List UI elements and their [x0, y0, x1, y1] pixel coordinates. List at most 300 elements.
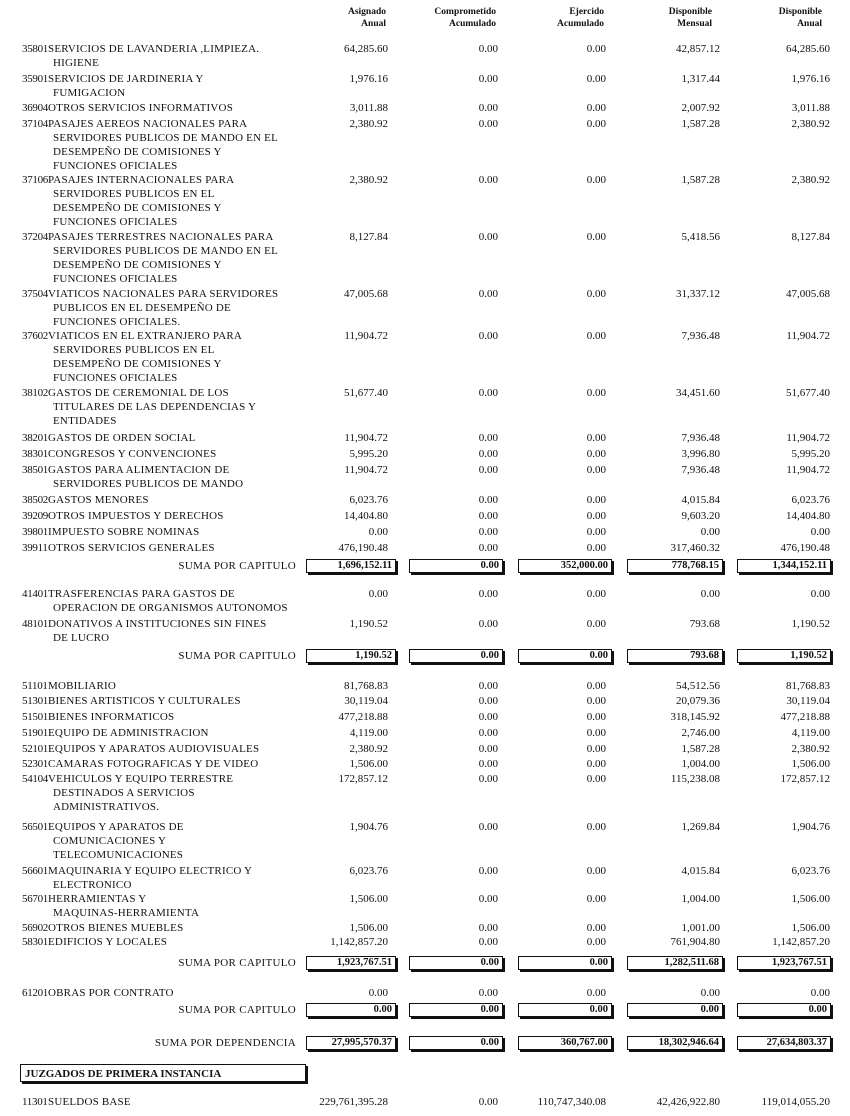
comprometido-value: 0.00 — [478, 743, 498, 755]
account-code: 51501 — [22, 711, 49, 723]
sum-total-box: 27,634,803.37 — [737, 1036, 831, 1050]
account-description — [48, 101, 308, 115]
description-line: SERVIDORES PUBLICOS DE MANDO EN EL — [53, 245, 279, 257]
description-line: FUMIGACION — [53, 87, 126, 99]
account-code: 38201 — [22, 432, 49, 444]
disponible-mensual-value: 0.00 — [700, 526, 720, 538]
description-line: ENTIDADES — [53, 415, 117, 427]
header-line: Comprometido — [434, 7, 496, 17]
account-code: 56601 — [22, 865, 49, 877]
disponible-anual-value: 477,218.88 — [780, 711, 830, 723]
comprometido-value: 0.00 — [478, 865, 498, 877]
ejercido-value: 0.00 — [586, 542, 606, 554]
disponible-anual-value: 1,904.76 — [791, 821, 830, 833]
account-description — [48, 173, 308, 229]
account-description — [48, 463, 308, 491]
account-description — [48, 726, 308, 740]
comprometido-value: 0.00 — [478, 73, 498, 85]
account-code: 56501 — [22, 821, 49, 833]
disponible-mensual-value: 793.68 — [689, 618, 720, 630]
ejercido-value: 0.00 — [586, 288, 606, 300]
disponible-anual-value: 11,904.72 — [786, 464, 830, 476]
comprometido-value: 0.00 — [478, 118, 498, 130]
section-title: JUZGADOS DE PRIMERA INSTANCIA — [20, 1064, 306, 1082]
comprometido-value: 0.00 — [478, 680, 498, 692]
sum-total-box: 0.00 — [518, 956, 612, 970]
comprometido-value: 0.00 — [478, 936, 498, 948]
account-code: 52101 — [22, 743, 49, 755]
description-line: EQUIPOS Y APARATOS AUDIOVISUALES — [48, 743, 260, 755]
asignado-value: 11,904.72 — [344, 330, 388, 342]
asignado-value: 1,904.76 — [349, 821, 388, 833]
ejercido-value: 0.00 — [586, 330, 606, 342]
ejercido-value: 0.00 — [586, 758, 606, 770]
account-code: 52301 — [22, 758, 49, 770]
comprometido-value: 0.00 — [478, 526, 498, 538]
account-description — [48, 892, 308, 920]
sum-total-box: 778,768.15 — [627, 559, 723, 573]
ejercido-value: 0.00 — [586, 893, 606, 905]
account-description — [48, 587, 308, 615]
sum-total-box: 18,302,946.64 — [627, 1036, 723, 1050]
comprometido-value: 0.00 — [478, 510, 498, 522]
sum-total-box: 0.00 — [737, 1003, 831, 1017]
disponible-mensual-value: 115,238.08 — [670, 773, 720, 785]
ejercido-value: 0.00 — [586, 987, 606, 999]
ejercido-value: 0.00 — [586, 743, 606, 755]
asignado-value: 2,380.92 — [349, 118, 388, 130]
account-code: 38301 — [22, 448, 49, 460]
disponible-anual-value: 3,011.88 — [791, 102, 830, 114]
asignado-value: 229,761,395.28 — [319, 1096, 388, 1108]
disponible-mensual-value: 317,460.32 — [670, 542, 720, 554]
description-line: VEHICULOS Y EQUIPO TERRESTRE — [48, 773, 234, 785]
disponible-mensual-value: 1,587.28 — [681, 118, 720, 130]
description-line: SUELDOS BASE — [48, 1096, 131, 1108]
comprometido-value: 0.00 — [478, 102, 498, 114]
disponible-anual-value: 1,506.00 — [791, 758, 830, 770]
account-code: 39911 — [22, 542, 48, 554]
disponible-mensual-value: 1,587.28 — [681, 174, 720, 186]
account-description — [48, 694, 308, 708]
account-description — [48, 679, 308, 693]
comprometido-value: 0.00 — [478, 821, 498, 833]
disponible-mensual-value: 31,337.12 — [676, 288, 720, 300]
account-code: 37204 — [22, 231, 49, 243]
description-line: SERVIDORES PUBLICOS DE MANDO — [53, 478, 244, 490]
disponible-anual-value: 81,768.83 — [786, 680, 830, 692]
account-description — [48, 541, 308, 555]
asignado-value: 476,190.48 — [338, 542, 388, 554]
description-line: PUBLICOS EN EL DESEMPEÑO DE — [53, 302, 231, 314]
ejercido-value: 0.00 — [586, 387, 606, 399]
disponible-mensual-value: 20,079.36 — [676, 695, 720, 707]
account-code: 54104 — [22, 773, 49, 785]
disponible-anual-value: 2,380.92 — [791, 743, 830, 755]
description-line: TRASFERENCIAS PARA GASTOS DE — [48, 588, 235, 600]
comprometido-value: 0.00 — [478, 542, 498, 554]
account-description — [48, 287, 308, 329]
account-code: 61201 — [22, 987, 49, 999]
disponible-mensual-value: 4,015.84 — [681, 865, 720, 877]
comprometido-value: 0.00 — [478, 773, 498, 785]
ejercido-value: 0.00 — [586, 922, 606, 934]
disponible-mensual-value: 1,269.84 — [681, 821, 720, 833]
ejercido-value: 0.00 — [586, 73, 606, 85]
asignado-value: 51,677.40 — [344, 387, 388, 399]
sum-total-box: 1,696,152.11 — [306, 559, 396, 573]
asignado-value: 477,218.88 — [338, 711, 388, 723]
description-line: OTROS BIENES MUEBLES — [48, 922, 184, 934]
description-line: DONATIVOS A INSTITUCIONES SIN FINES — [48, 618, 267, 630]
description-line: OTROS SERVICIOS INFORMATIVOS — [48, 102, 234, 114]
header-line: Acumulado — [449, 19, 496, 29]
description-line: OBRAS POR CONTRATO — [48, 987, 174, 999]
account-description — [48, 820, 308, 862]
description-line: COMUNICACIONES Y — [53, 835, 167, 847]
asignado-value: 47,005.68 — [344, 288, 388, 300]
account-code: 56701 — [22, 893, 49, 905]
description-line: SERVICIOS DE LAVANDERIA ,LIMPIEZA. — [48, 43, 260, 55]
sum-total-box: 0.00 — [306, 1003, 396, 1017]
comprometido-value: 0.00 — [478, 387, 498, 399]
ejercido-value: 0.00 — [586, 936, 606, 948]
disponible-mensual-value: 7,936.48 — [681, 464, 720, 476]
asignado-value: 8,127.84 — [349, 231, 388, 243]
disponible-mensual-value: 2,007.92 — [681, 102, 720, 114]
account-description — [48, 230, 308, 286]
description-line: VIATICOS EN EL EXTRANJERO PARA — [48, 330, 243, 342]
account-code: 39209 — [22, 510, 49, 522]
account-description — [48, 710, 308, 724]
disponible-mensual-value: 7,936.48 — [681, 330, 720, 342]
disponible-anual-value: 119,014,055.20 — [761, 1096, 830, 1108]
ejercido-value: 0.00 — [586, 821, 606, 833]
disponible-anual-value: 8,127.84 — [791, 231, 830, 243]
header-line: Acumulado — [557, 19, 604, 29]
sum-total-box: 0.00 — [409, 1036, 503, 1050]
header-line: Mensual — [677, 19, 712, 29]
account-description — [48, 117, 308, 173]
description-line: PASAJES INTERNACIONALES PARA — [48, 174, 235, 186]
header-line: Ejercido — [569, 7, 604, 17]
description-line: OTROS SERVICIOS GENERALES — [48, 542, 215, 554]
sum-total-box: 1,923,767.51 — [737, 956, 831, 970]
comprometido-value: 0.00 — [478, 448, 498, 460]
ejercido-value: 0.00 — [586, 711, 606, 723]
disponible-anual-value: 1,976.16 — [791, 73, 830, 85]
ejercido-value: 0.00 — [586, 231, 606, 243]
description-line: FUNCIONES OFICIALES — [53, 273, 178, 285]
account-code: 41401 — [22, 588, 49, 600]
description-line: SERVIDORES PUBLICOS EN EL — [53, 188, 215, 200]
disponible-anual-value: 2,380.92 — [791, 118, 830, 130]
disponible-anual-value: 6,023.76 — [791, 494, 830, 506]
sum-total-box: 1,344,152.11 — [737, 559, 831, 573]
description-line: CAMARAS FOTOGRAFICAS Y DE VIDEO — [48, 758, 259, 770]
disponible-anual-value: 11,904.72 — [786, 330, 830, 342]
disponible-mensual-value: 5,418.56 — [681, 231, 720, 243]
asignado-value: 1,142,857.20 — [330, 936, 388, 948]
disponible-mensual-value: 4,015.84 — [681, 494, 720, 506]
sum-total-box: 0.00 — [518, 1003, 612, 1017]
account-description — [48, 431, 308, 445]
description-line: EDIFICIOS Y LOCALES — [48, 936, 168, 948]
header-comprometido — [404, 6, 496, 30]
description-line: VIATICOS NACIONALES PARA SERVIDORES — [48, 288, 279, 300]
disponible-mensual-value: 0.00 — [700, 987, 720, 999]
comprometido-value: 0.00 — [478, 330, 498, 342]
comprometido-value: 0.00 — [478, 174, 498, 186]
sum-label: SUMA POR CAPITULO — [178, 957, 296, 969]
account-code: 38502 — [22, 494, 49, 506]
account-code: 56902 — [22, 922, 49, 934]
sum-total-box: 0.00 — [409, 649, 503, 663]
account-description — [48, 986, 308, 1000]
account-code: 37602 — [22, 330, 49, 342]
comprometido-value: 0.00 — [478, 464, 498, 476]
ejercido-value: 0.00 — [586, 448, 606, 460]
comprometido-value: 0.00 — [478, 288, 498, 300]
description-line: DESEMPEÑO DE COMISIONES Y — [53, 259, 222, 271]
asignado-value: 2,380.92 — [349, 174, 388, 186]
asignado-value: 6,023.76 — [349, 494, 388, 506]
ejercido-value: 0.00 — [586, 494, 606, 506]
asignado-value: 14,404.80 — [344, 510, 388, 522]
asignado-value: 30,119.04 — [344, 695, 388, 707]
ejercido-value: 0.00 — [586, 118, 606, 130]
sum-total-box: 360,767.00 — [518, 1036, 612, 1050]
description-line: PASAJES TERRESTRES NACIONALES PARA — [48, 231, 274, 243]
comprometido-value: 0.00 — [478, 494, 498, 506]
sum-label: SUMA POR CAPITULO — [178, 560, 296, 572]
disponible-anual-value: 6,023.76 — [791, 865, 830, 877]
sum-total-box: 1,923,767.51 — [306, 956, 396, 970]
sum-label: SUMA POR DEPENDENCIA — [154, 1037, 296, 1049]
disponible-mensual-value: 1,587.28 — [681, 743, 720, 755]
account-description — [48, 386, 308, 428]
asignado-value: 64,285.60 — [344, 43, 388, 55]
sum-label: SUMA POR CAPITULO — [178, 650, 296, 662]
asignado-value: 6,023.76 — [349, 865, 388, 877]
account-code: 36904 — [22, 102, 49, 114]
disponible-anual-value: 30,119.04 — [786, 695, 830, 707]
disponible-mensual-value: 7,936.48 — [681, 432, 720, 444]
disponible-mensual-value: 318,145.92 — [670, 711, 720, 723]
asignado-value: 0.00 — [368, 987, 388, 999]
asignado-value: 172,857.12 — [338, 773, 388, 785]
disponible-anual-value: 4,119.00 — [791, 727, 830, 739]
disponible-mensual-value: 34,451.60 — [676, 387, 720, 399]
description-line: IMPUESTO SOBRE NOMINAS — [48, 526, 200, 538]
disponible-anual-value: 0.00 — [810, 526, 830, 538]
account-description — [48, 757, 308, 771]
disponible-mensual-value: 1,004.00 — [681, 758, 720, 770]
disponible-anual-value: 5,995.20 — [791, 448, 830, 460]
ejercido-value: 0.00 — [586, 773, 606, 785]
account-code: 11301 — [22, 1096, 48, 1108]
comprometido-value: 0.00 — [478, 987, 498, 999]
description-line: DE LUCRO — [53, 632, 110, 644]
description-line: OTROS IMPUESTOS Y DERECHOS — [48, 510, 224, 522]
account-description — [48, 493, 308, 507]
description-line: ADMINISTRATIVOS. — [53, 801, 160, 813]
ejercido-value: 0.00 — [586, 680, 606, 692]
disponible-mensual-value: 1,317.44 — [681, 73, 720, 85]
comprometido-value: 0.00 — [478, 727, 498, 739]
description-line: HIGIENE — [53, 57, 99, 69]
asignado-value: 1,506.00 — [349, 893, 388, 905]
sum-total-box: 0.00 — [409, 1003, 503, 1017]
account-description — [48, 329, 308, 385]
disponible-anual-value: 0.00 — [810, 588, 830, 600]
description-line: GASTOS PARA ALIMENTACION DE — [48, 464, 230, 476]
description-line: EQUIPOS Y APARATOS DE — [48, 821, 184, 833]
account-description — [48, 42, 308, 70]
account-description — [48, 525, 308, 539]
ejercido-value: 0.00 — [586, 43, 606, 55]
disponible-anual-value: 11,904.72 — [786, 432, 830, 444]
header-line: Asignado — [347, 7, 386, 17]
asignado-value: 1,506.00 — [349, 758, 388, 770]
account-code: 37106 — [22, 174, 49, 186]
sum-label: SUMA POR CAPITULO — [178, 1004, 296, 1016]
description-line: EQUIPO DE ADMINISTRACION — [48, 727, 209, 739]
description-line: FUNCIONES OFICIALES — [53, 160, 178, 172]
disponible-mensual-value: 761,904.80 — [670, 936, 720, 948]
description-line: DESEMPEÑO DE COMISIONES Y — [53, 146, 222, 158]
ejercido-value: 0.00 — [586, 695, 606, 707]
disponible-mensual-value: 1,004.00 — [681, 893, 720, 905]
sum-total-box: 352,000.00 — [518, 559, 612, 573]
description-line: GASTOS DE CEREMONIAL DE LOS — [48, 387, 229, 399]
asignado-value: 11,904.72 — [344, 432, 388, 444]
account-code: 38501 — [22, 464, 49, 476]
sum-total-box: 0.00 — [627, 1003, 723, 1017]
account-code: 35801 — [22, 43, 49, 55]
asignado-value: 11,904.72 — [344, 464, 388, 476]
comprometido-value: 0.00 — [478, 893, 498, 905]
asignado-value: 81,768.83 — [344, 680, 388, 692]
description-line: SERVIDORES PUBLICOS DE MANDO EN EL — [53, 132, 279, 144]
header-line: Disponible — [668, 7, 712, 17]
asignado-value: 1,976.16 — [349, 73, 388, 85]
disponible-mensual-value: 42,426,922.80 — [656, 1096, 720, 1108]
ejercido-value: 0.00 — [586, 727, 606, 739]
description-line: GASTOS MENORES — [48, 494, 149, 506]
disponible-anual-value: 1,506.00 — [791, 922, 830, 934]
account-code: 35901 — [22, 73, 49, 85]
header-asignado — [300, 6, 386, 30]
description-line: DESEMPEÑO DE COMISIONES Y — [53, 358, 222, 370]
asignado-value: 0.00 — [368, 588, 388, 600]
comprometido-value: 0.00 — [478, 618, 498, 630]
asignado-value: 2,380.92 — [349, 743, 388, 755]
account-description — [48, 772, 308, 814]
description-line: BIENES INFORMATICOS — [48, 711, 175, 723]
description-line: TITULARES DE LAS DEPENDENCIAS Y — [53, 401, 257, 413]
disponible-mensual-value: 3,996.80 — [681, 448, 720, 460]
ejercido-value: 0.00 — [586, 510, 606, 522]
account-code: 37104 — [22, 118, 49, 130]
account-code: 51101 — [22, 680, 48, 692]
ejercido-value: 0.00 — [586, 526, 606, 538]
disponible-anual-value: 64,285.60 — [786, 43, 830, 55]
sum-total-box: 0.00 — [409, 956, 503, 970]
ejercido-value: 0.00 — [586, 865, 606, 877]
description-line: MOBILIARIO — [48, 680, 116, 692]
sum-total-box: 1,282,511.68 — [627, 956, 723, 970]
description-line: TELECOMUNICACIONES — [53, 849, 184, 861]
disponible-mensual-value: 1,001.00 — [681, 922, 720, 934]
account-description — [48, 935, 308, 949]
disponible-anual-value: 476,190.48 — [780, 542, 830, 554]
account-code: 38102 — [22, 387, 49, 399]
disponible-mensual-value: 54,512.56 — [676, 680, 720, 692]
header-ejercido — [512, 6, 604, 30]
comprometido-value: 0.00 — [478, 758, 498, 770]
account-code: 58301 — [22, 936, 49, 948]
ejercido-value: 0.00 — [586, 618, 606, 630]
disponible-anual-value: 1,506.00 — [791, 893, 830, 905]
description-line: CONGRESOS Y CONVENCIONES — [48, 448, 217, 460]
description-line: FUNCIONES OFICIALES. — [53, 316, 181, 328]
account-description — [48, 509, 308, 523]
sum-total-box: 0.00 — [409, 559, 503, 573]
description-line: MAQUINARIA Y EQUIPO ELECTRICO Y — [48, 865, 253, 877]
header-line: Anual — [361, 19, 386, 29]
disponible-anual-value: 14,404.80 — [786, 510, 830, 522]
description-line: SERVIDORES PUBLICOS EN EL — [53, 344, 215, 356]
asignado-value: 4,119.00 — [349, 727, 388, 739]
disponible-mensual-value: 42,857.12 — [676, 43, 720, 55]
description-line: GASTOS DE ORDEN SOCIAL — [48, 432, 196, 444]
comprometido-value: 0.00 — [478, 588, 498, 600]
account-code: 37504 — [22, 288, 49, 300]
asignado-value: 3,011.88 — [349, 102, 388, 114]
disponible-anual-value: 0.00 — [810, 987, 830, 999]
ejercido-value: 0.00 — [586, 174, 606, 186]
asignado-value: 1,190.52 — [349, 618, 388, 630]
comprometido-value: 0.00 — [478, 711, 498, 723]
description-line: FUNCIONES OFICIALES — [53, 372, 178, 384]
sum-total-box: 1,190.52 — [306, 649, 396, 663]
comprometido-value: 0.00 — [478, 1096, 498, 1108]
disponible-anual-value: 172,857.12 — [780, 773, 830, 785]
ejercido-value: 0.00 — [586, 432, 606, 444]
disponible-mensual-value: 2,746.00 — [681, 727, 720, 739]
asignado-value: 5,995.20 — [349, 448, 388, 460]
comprometido-value: 0.00 — [478, 231, 498, 243]
header-line: Disponible — [778, 7, 822, 17]
disponible-anual-value: 47,005.68 — [786, 288, 830, 300]
description-line: MAQUINAS-HERRAMIENTA — [53, 907, 200, 919]
account-description — [48, 742, 308, 756]
header-disponible-mensual — [624, 6, 712, 30]
disponible-anual-value: 2,380.92 — [791, 174, 830, 186]
description-line: HERRAMIENTAS Y — [48, 893, 147, 905]
account-code: 51901 — [22, 727, 49, 739]
account-description — [48, 921, 308, 935]
ejercido-value: 110,747,340.08 — [537, 1096, 606, 1108]
account-description — [48, 864, 308, 892]
comprometido-value: 0.00 — [478, 695, 498, 707]
disponible-anual-value: 1,142,857.20 — [772, 936, 830, 948]
asignado-value: 1,506.00 — [349, 922, 388, 934]
account-description — [48, 1095, 308, 1109]
description-line: PASAJES AEREOS NACIONALES PARA — [48, 118, 248, 130]
sum-total-box: 1,190.52 — [737, 649, 831, 663]
